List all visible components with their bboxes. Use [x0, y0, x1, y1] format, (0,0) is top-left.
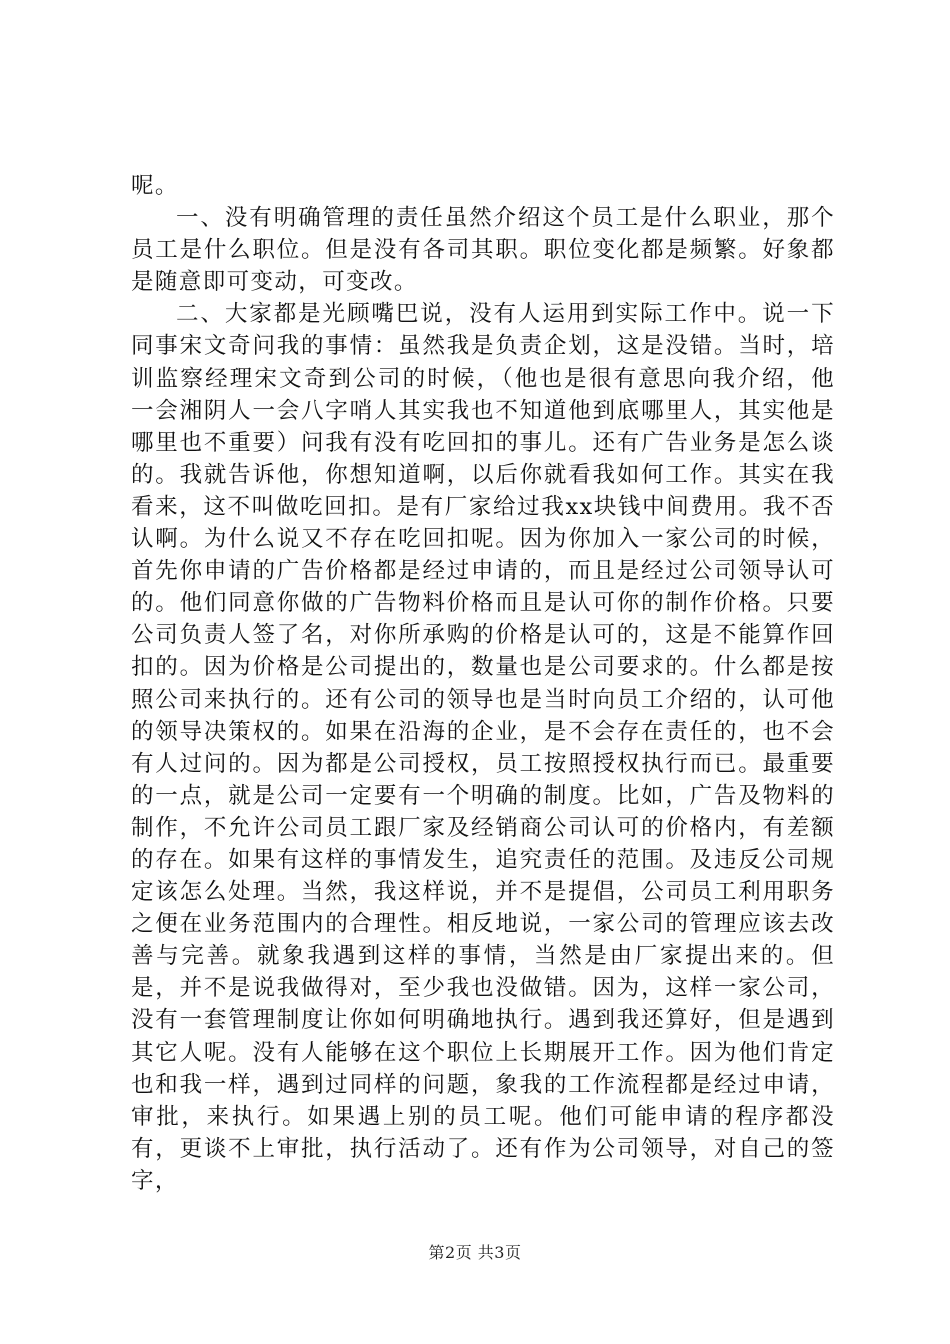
- document-body: [131, 170, 835, 1197]
- paragraph-point-two: 二、大家都是光顾嘴巴说，没有人运用到实际工作中。说一下同事宋文奇问我的事情：虽然我是负责企划，这是没错。当时，培训监察经理宋文奇到公司的时候，（他也是很有意思向我介绍，他一会湘阴人一会八字哨人其实我也不知道他到底哪里人，其实他是哪里也不重要）问我有没有吃回扣的事儿。还有广告业务是怎么谈的。我就告诉他，你想知道啊，以后你就看我如何工作。其实在我看来，这不叫做吃回扣。是有厂家给过我xx块钱中间费用。我不否认啊。为什么说又不存在吃回扣呢。因为你加入一家公司的时候，首先你申请的广告价格都是经过申请的，而且是经过公司领导认可的。他们同意你做的广告物料价格而且是认可你的制作价格。只要公司负责人签了名，对你所承购的价格是认可的，这是不能算作回扣的。因为价格是公司提出的，数量也是公司要求的。什么都是按照公司来执行的。还有公司的领导也是当时向员工介绍的，认可他的领导决策权的。如果在沿海的企业，是不会存在责任的，也不会有人过问的。因为都是公司授权，员工按照授权执行而已。最重要的一点，就是公司一定要有一个明确的制度。比如，广告及物料的制作，不允许公司员工跟厂家及经销商公司认可的价格内，有差额的存在。如果有这样的事情发生，追究责任的范围。及违反公司规定该怎么处理。当然，我这样说，并不是提倡，公司员工利用职务之便在业务范围内的合理性。相反地说，一家公司的管理应该去改善与完善。就象我遇到这样的事情，当然是由厂家提出来的。但是，并不是说我做得对，至少我也没做错。因为，这样一家公司，没有一套管理制度让你如何明确地执行。遇到我还算好，但是遇到其它人呢。没有人能够在这个职位上长期展开工作。因为他们肯定也和我一样，遇到过同样的问题，象我的工作流程都是经过申请，审批，来执行。如果遇上别的员工呢。他们可能申请的程序都没有，更谈不上审批，执行活动了。还有作为公司领导，对自己的签字，: [131, 301, 835, 1194]
- page-footer: 第2页 共3页: [428, 1243, 522, 1262]
- paragraph-point-one: 一、没有明确管理的责任虽然介绍这个员工是什么职业，那个员工是什么职位。但是没有各司其职。职位变化都是频繁。好象都是随意即可变动，可变改。: [131, 205, 835, 296]
- paragraph-continuation: 呢。: [131, 173, 179, 199]
